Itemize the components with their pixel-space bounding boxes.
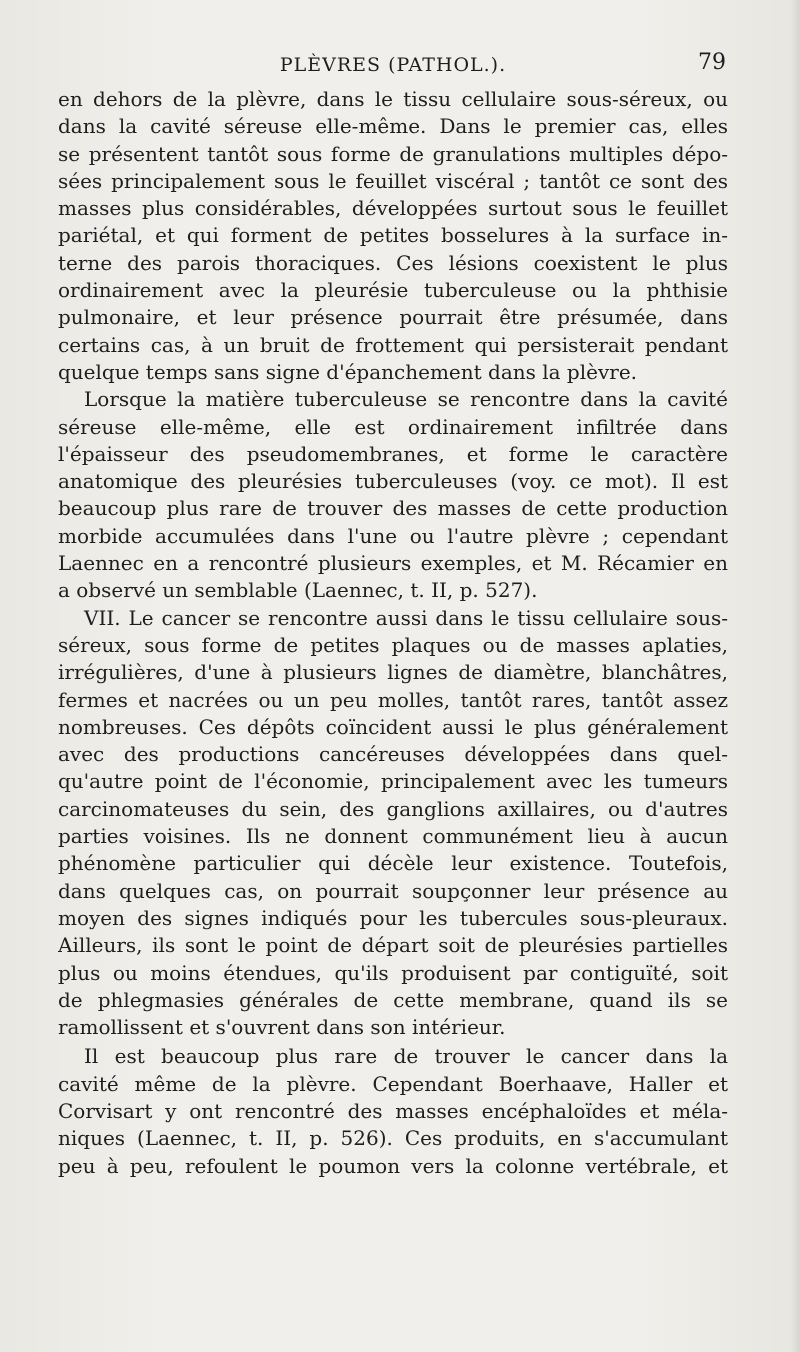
text-line: sées principalement sous le feuillet viscéral ; tantôt ce sont des	[58, 168, 728, 193]
page-number: 79	[698, 50, 726, 75]
text-line: Ailleurs, ils sont le point de départ soit de pleurésies partielles	[58, 933, 728, 958]
text-line: pulmonaire, et leur présence pourrait être présumée, dans	[58, 305, 728, 330]
text-line: dans la cavité séreuse elle-même. Dans le premier cas, elles	[58, 114, 728, 139]
page-header	[58, 48, 728, 82]
text-line: séreuse elle-même, elle est ordinairement infiltrée dans	[58, 414, 728, 439]
text-line: se présentent tantôt sous forme de granulations multiples dépo-	[58, 141, 728, 166]
text-line: ordinairement avec la pleurésie tuberculeuse ou la phthisie	[58, 278, 728, 303]
text-line: ramollissent et s'ouvrent dans son intérieur.	[58, 1015, 506, 1040]
text-line: phénomène particulier qui décèle leur existence. Toutefois,	[58, 851, 728, 876]
text-line: Corvisart y ont rencontré des masses encéphaloïdes et méla-	[58, 1098, 728, 1123]
text-line: Laennec en a rencontré plusieurs exemples, et M. Récamier en	[58, 551, 728, 576]
paragraph-start-line: Il est beaucoup plus rare de trouver le cancer dans la	[84, 1044, 728, 1069]
paragraph-start-line: Lorsque la matière tuberculeuse se rencontre dans la cavité	[84, 387, 728, 412]
text-line: nombreuses. Ces dépôts coïncident aussi le plus généralement	[58, 714, 728, 739]
text-line: masses plus considérables, développées surtout sous le feuillet	[58, 196, 728, 221]
text-line: terne des parois thoraciques. Ces lésions coexistent le plus	[58, 250, 728, 275]
text-line: niques (Laennec, t. II, p. 526). Ces produits, en s'accumulant	[58, 1126, 728, 1151]
paragraph-start-line: VII. Le cancer se rencontre aussi dans le tissu cellulaire sous-	[84, 605, 728, 630]
text-line: avec des productions cancéreuses développées dans quel-	[58, 742, 728, 767]
text-line: l'épaisseur des pseudomembranes, et forme le caractère	[58, 441, 728, 466]
text-line: anatomique des pleurésies tuberculeuses (voy. ce mot). Il est	[58, 469, 728, 494]
text-line: séreux, sous forme de petites plaques ou de masses aplaties,	[58, 632, 728, 657]
text-line: pariétal, et qui forment de petites bosselures à la surface in-	[58, 223, 728, 248]
text-line: morbide accumulées dans l'une ou l'autre plèvre ; cependant	[58, 523, 728, 548]
text-line: carcinomateuses du sein, des ganglions axillaires, ou d'autres	[58, 796, 728, 821]
text-line: parties voisines. Ils ne donnent communément lieu à aucun	[58, 824, 728, 849]
running-title: PLÈVRES (PATHOL.).	[279, 54, 507, 76]
text-line: beaucoup plus rare de trouver des masses de cette production	[58, 496, 728, 521]
text-line: fermes et nacrées ou un peu molles, tantôt rares, tantôt assez	[58, 687, 728, 712]
text-line: en dehors de la plèvre, dans le tissu cellulaire sous-séreux, ou	[58, 87, 728, 111]
text-line: moyen des signes indiqués pour les tubercules sous-pleuraux.	[58, 905, 728, 930]
text-line: irrégulières, d'une à plusieurs lignes de diamètre, blanchâtres,	[58, 660, 728, 685]
body-text	[58, 86, 728, 1180]
text-line: cavité même de la plèvre. Cependant Boerhaave, Haller et	[58, 1071, 728, 1096]
page-edge-shadow	[790, 0, 800, 1352]
text-line: dans quelques cas, on pourrait soupçonner leur présence au	[58, 878, 728, 903]
text-line: peu à peu, refoulent le poumon vers la colonne vertébrale, et	[58, 1153, 728, 1178]
text-line: de phlegmasies générales de cette membrane, quand ils se	[58, 987, 728, 1012]
text-line: quelque temps sans signe d'épanchement dans la plèvre.	[58, 359, 638, 384]
text-line: a observé un semblable (Laennec, t. II, p. 527).	[58, 578, 538, 603]
text-line: qu'autre point de l'économie, principalement avec les tumeurs	[58, 769, 728, 794]
text-line: certains cas, à un bruit de frottement qui persisterait pendant	[58, 332, 728, 357]
text-line: plus ou moins étendues, qu'ils produisent par contiguïté, soit	[58, 960, 728, 985]
